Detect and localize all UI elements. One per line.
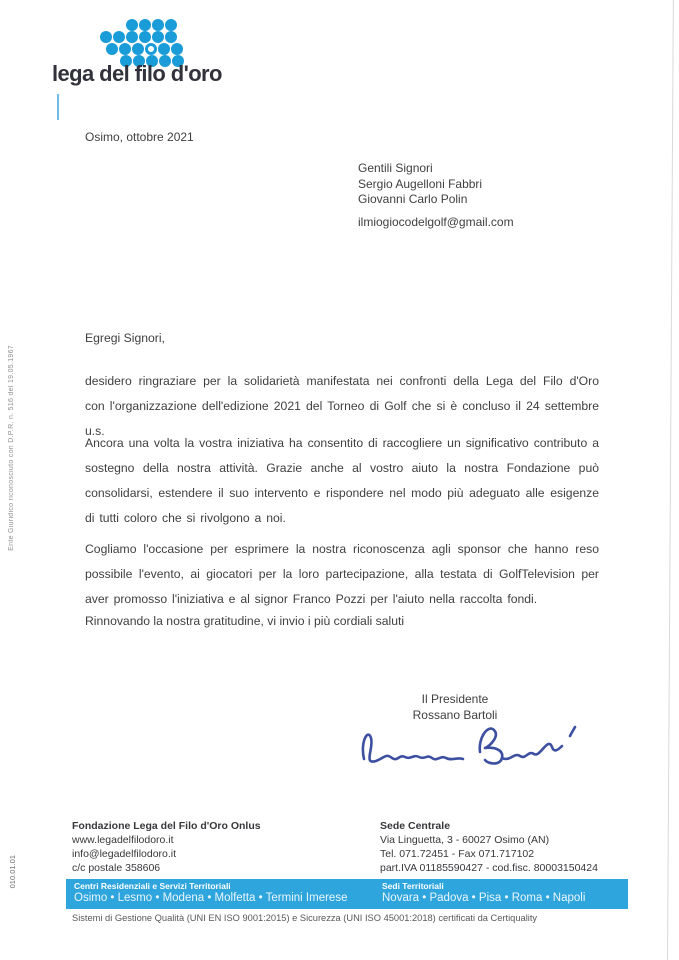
residential-centers-column (74, 881, 347, 905)
footer-foundation-column (72, 819, 261, 875)
logo-dot-row (100, 31, 185, 43)
footer-email: info@legadelfilodoro.it (72, 848, 177, 860)
brand-wordmark: lega del filo d'oro (52, 61, 222, 86)
territorial-offices-column (382, 881, 585, 905)
footer-hq-title: Sede Centrale (380, 820, 451, 832)
signer-title: Il Presidente (421, 692, 489, 706)
handwritten-signature-icon (352, 714, 587, 780)
certification-line: Sistemi di Gestione Qualità (UNI EN ISO 9001:2015) e Sicurezza (UNI ISO 45001:2018) certificati da Certiquality (72, 913, 538, 923)
dateline: Osimo, ottobre 2021 (85, 130, 194, 144)
signer-name: Rossano Bartoli (412, 707, 498, 722)
closing-line: Rinnovando la nostra gratitudine, vi invio i più cordiali saluti (85, 614, 405, 628)
footer-hq-address: Via Linguetta, 3 - 60027 Osimo (AN) (380, 834, 550, 846)
territorial-offices-title: Sedi Territoriali (382, 881, 444, 891)
residential-centers-title: Centri Residenziali e Servizi Territoriali (74, 881, 231, 891)
page-edge-line (667, 0, 674, 960)
footer-hq-vat-fiscal: part.IVA 01185590427 - cod.fisc. 80003150424 (380, 862, 598, 874)
body-paragraph: Cogliamo l'occasione per esprimere la nostra riconoscenza agli sponsor che hanno reso possibile l'evento, ai giocatori per la loro partecipazione, alla testata di GolfTelevision per aver promosso l'iniziativa e al signor Franco Pozzi per l'aiuto nella raccolta fondi. (85, 542, 599, 606)
footer-locations-bar (66, 879, 628, 909)
recipient-line: Giovanni Carlo Polin (358, 192, 468, 206)
footer-hq-phone-fax: Tel. 071.72451 - Fax 071.717102 (380, 848, 535, 860)
recipient-block (358, 161, 482, 208)
footer-postal-account: c/c postale 358606 (72, 862, 161, 874)
body-paragraph: desidero ringraziare per la solidarietà manifestata nei confronti della Lega del Filo d'Oro con l'organizzazione dell'edizione 2021 del Torneo di Golf che si è concluso il 24 settembre u.s. (85, 374, 599, 438)
footer-foundation-title: Fondazione Lega del Filo d'Oro Onlus (72, 820, 261, 832)
lega-del-filo-doro-logo-icon (100, 19, 185, 67)
fold-mark (57, 94, 59, 120)
recipient-line: Gentili Signori (358, 161, 433, 175)
body-paragraph: Ancora una volta la vostra iniziativa ha consentito di raccogliere un significativo contributo a sostegno della nostra attività. Grazie anche al vostro aiuto la nostra Fondazione può consolidarsi, estendere il suo intervento e rispondere nel modo più adeguato alle esigenze di tutti coloro che si rivolgono a noi. (85, 436, 599, 525)
legal-recognition-vertical-text: Ente Giuridico riconosciuto con D.P.R. n. 516 del 19.05.1967 (8, 345, 15, 551)
footer-website: www.legadelfilodoro.it (72, 834, 174, 846)
logo-dot-row (106, 43, 185, 55)
logo-dot-row (126, 19, 185, 31)
footer-headquarters-column (380, 819, 598, 875)
residential-centers-cities: Osimo • Lesmo • Modena • Molfetta • Termini Imerese (74, 892, 348, 904)
document-code-vertical-text: 010.01.01 (8, 855, 17, 889)
recipient-email: ilmiogiocodelgolf@gmail.com (358, 215, 514, 229)
salutation: Egregi Signori, (85, 331, 165, 345)
recipient-line: Sergio Augelloni Fabbri (358, 176, 483, 191)
territorial-offices-cities: Novara • Padova • Pisa • Roma • Napoli (382, 892, 586, 904)
